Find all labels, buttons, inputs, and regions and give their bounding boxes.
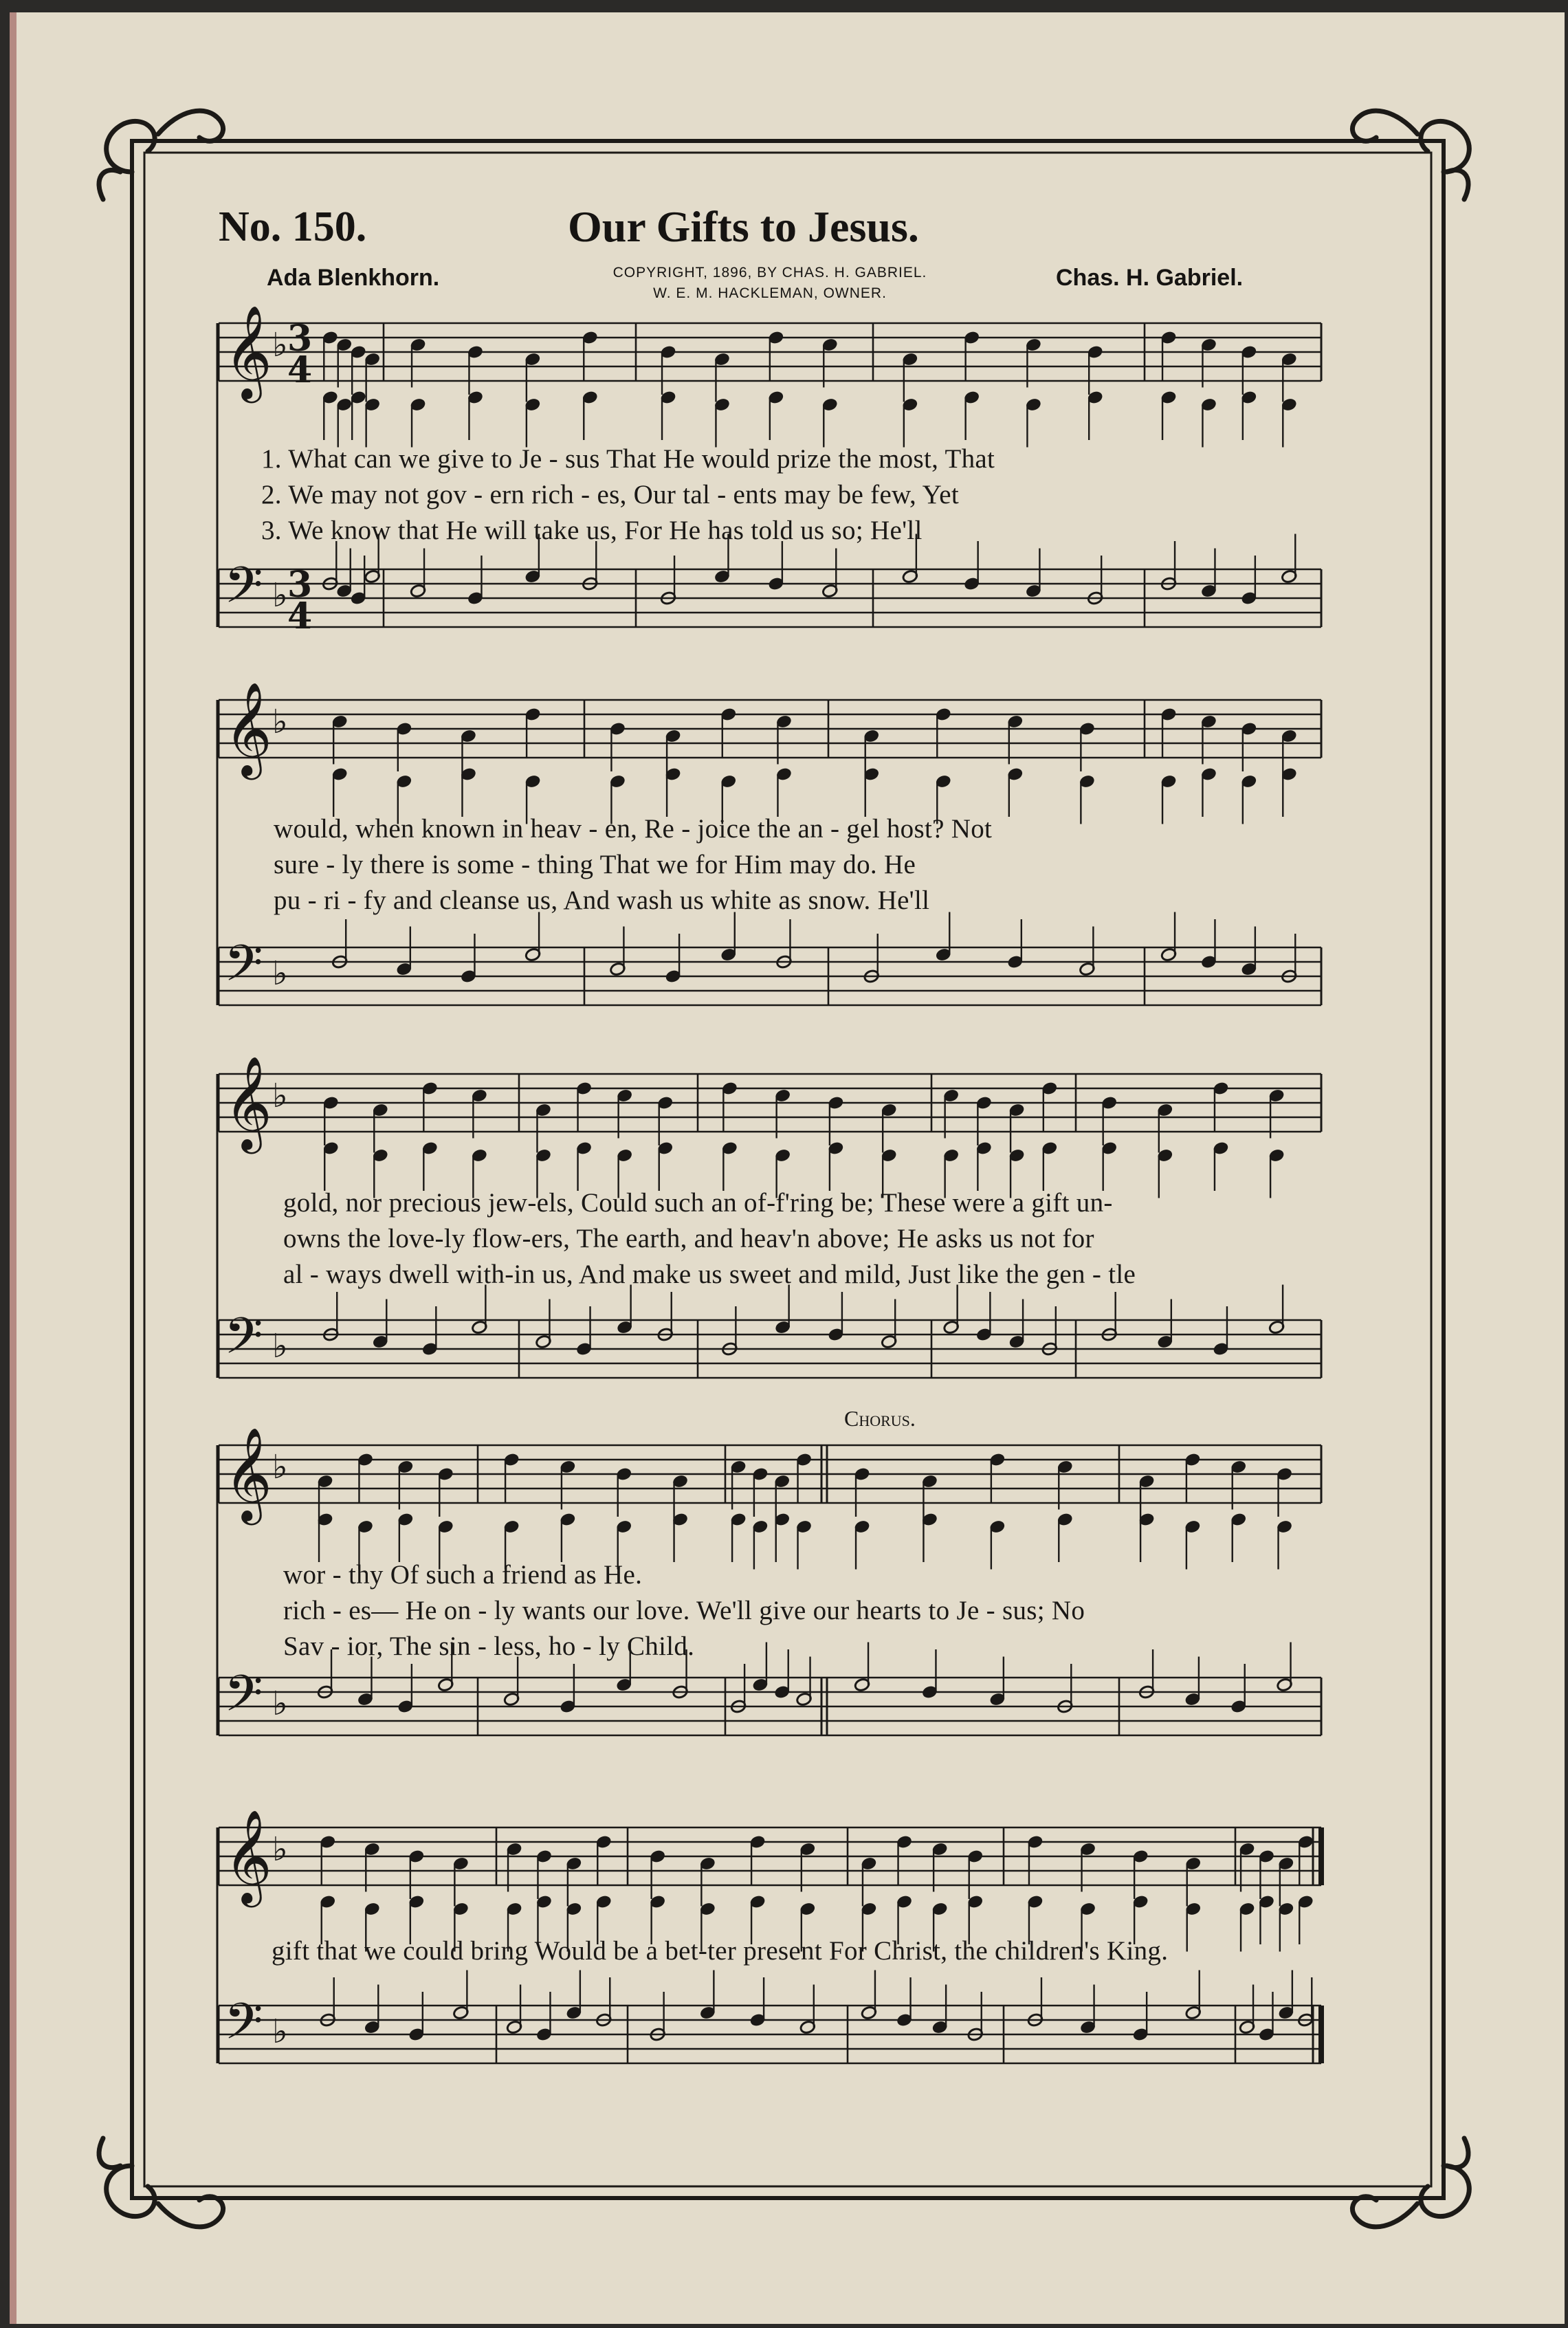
- key-signature-flat-icon: ♭: [272, 326, 288, 364]
- lyric-line-s4-v2: rich - es— He on - ly wants our love. We'll give our hearts to Je - sus; No: [283, 1596, 1085, 1625]
- lyric-line-s4-v3: Sav - ior, The sin - less, ho - ly Child.: [283, 1632, 695, 1661]
- lyricist-credit: Ada Blenkhorn.: [267, 265, 440, 291]
- key-signature-flat-icon: ♭: [272, 2012, 288, 2051]
- bass-clef-icon: 𝄢: [224, 556, 263, 626]
- time-signature-bottom: 4: [287, 595, 313, 637]
- time-signature-top: 3: [287, 318, 313, 360]
- treble-clef-icon: 𝄞: [224, 1426, 272, 1521]
- lyric-line-s3-v3: al - ways dwell with-in us, And make us sweet and mild, Just like the gen - tle: [283, 1260, 1136, 1289]
- key-signature-flat-icon: ♭: [272, 1327, 288, 1365]
- hymn-number: No. 150.: [219, 204, 367, 250]
- key-signature-flat-icon: ♭: [272, 954, 288, 993]
- chorus-label: Chorus.: [844, 1406, 916, 1431]
- treble-clef-icon: 𝄞: [224, 681, 272, 776]
- key-signature-flat-icon: ♭: [272, 703, 288, 741]
- key-signature-flat-icon: ♭: [272, 1830, 288, 1869]
- bass-clef-icon: 𝄢: [224, 1306, 263, 1377]
- copyright-line: COPYRIGHT, 1896, BY CHAS. H. GABRIEL.: [612, 265, 927, 281]
- key-signature-flat-icon: ♭: [272, 576, 288, 615]
- key-signature-flat-icon: ♭: [272, 1448, 288, 1486]
- hymn-title: Our Gifts to Jesus.: [568, 202, 919, 251]
- bass-clef-icon: 𝄢: [224, 1992, 263, 2063]
- time-signature-bottom: 4: [287, 349, 313, 391]
- treble-clef-icon: 𝄞: [224, 1055, 272, 1150]
- treble-clef-icon: 𝄞: [224, 1808, 272, 1903]
- lyric-line-s1-v1: 1. What can we give to Je - sus That He would prize the most, That: [261, 444, 995, 474]
- lyric-line-s2-v3: pu - ri - fy and cleanse us, And wash us white as snow. He'll: [274, 886, 930, 915]
- composer-credit: Chas. H. Gabriel.: [1056, 265, 1244, 291]
- bass-clef-icon: 𝄢: [224, 934, 263, 1004]
- lyric-line-s1-v2: 2. We may not gov - ern rich - es, Our tal - ents may be few, Yet: [261, 480, 959, 509]
- lyric-line-s2-v1: would, when known in heav - en, Re - joice the an - gel host? Not: [274, 814, 993, 844]
- time-signature-top: 3: [287, 564, 313, 606]
- key-signature-flat-icon: ♭: [272, 1684, 288, 1723]
- lyric-line-s1-v3: 3. We know that He will take us, For He has told us so; He'll: [261, 516, 923, 545]
- treble-clef-icon: 𝄞: [224, 304, 272, 399]
- lyric-line-s3-v2: owns the love-ly flow-ers, The earth, and heav'n above; He asks us not for: [283, 1224, 1094, 1253]
- owner-line: W. E. M. HACKLEMAN, OWNER.: [653, 285, 887, 301]
- lyric-line-s5-v1: gift that we could bring Would be a bet-ter present For Christ, the children's King.: [272, 1936, 1169, 1966]
- lyric-line-s4-v1: wor - thy Of such a friend as He.: [283, 1560, 643, 1590]
- key-signature-flat-icon: ♭: [272, 1077, 288, 1115]
- lyric-line-s2-v2: sure - ly there is some - thing That we for Him may do. He: [274, 850, 916, 879]
- bass-clef-icon: 𝄢: [224, 1664, 263, 1735]
- lyric-line-s3-v1: gold, nor precious jew-els, Could such an of-f'ring be; These were a gift un-: [283, 1188, 1113, 1218]
